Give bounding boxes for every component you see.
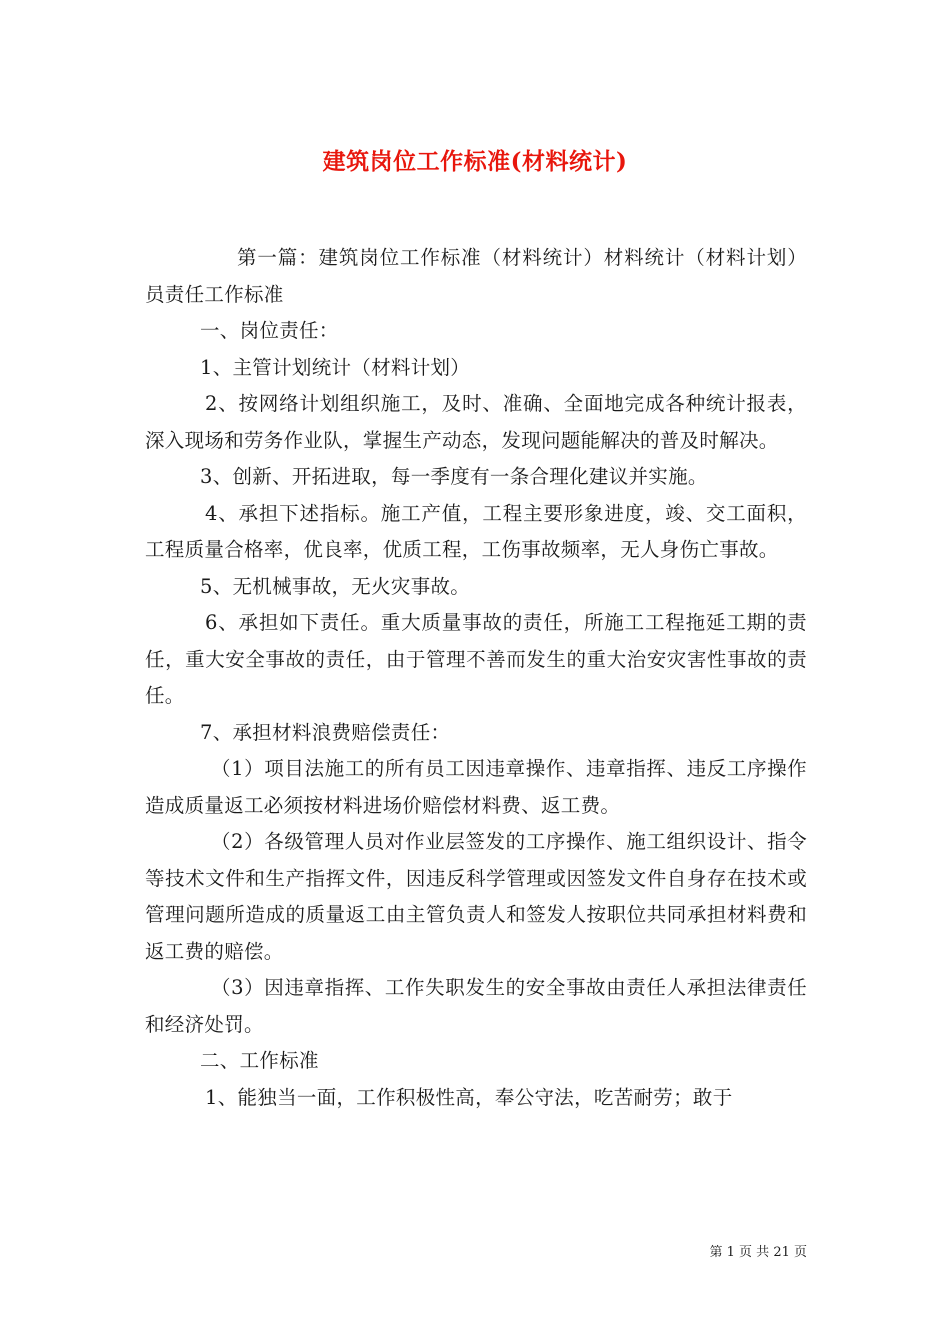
document-title: 建筑岗位工作标准(材料统计) (322, 148, 628, 176)
paragraph-subitem-1: （1）项目法施工的所有员工因违章操作、违章指挥、违反工序操作造成质量返工必须按材料进场价赔偿材料费、返工费。 (145, 757, 807, 817)
paragraph-item-6: 6、承担如下责任。重大质量事故的责任，所施工工程拖延工期的责任，重大安全事故的责任，由于管理不善而发生的重大治安灾害性事故的责任。 (145, 611, 807, 707)
paragraph-intro: 第一篇：建筑岗位工作标准（材料统计）材料统计（材料计划）员责任工作标准 (145, 246, 807, 306)
paragraph-item-4: 4、承担下述指标。施工产值，工程主要形象进度，竣、交工面积，工程质量合格率，优良率，优质工程，工伤事故频率，无人身伤亡事故。 (145, 501, 807, 561)
paragraph-item-3: 3、创新、开拓进取，每一季度有一条合理化建议并实施。 (200, 465, 708, 488)
section-heading-work-standard: 二、工作标准 (200, 1049, 319, 1072)
paragraph-item-5: 5、无机械事故，无火灾事故。 (200, 574, 471, 598)
page-indicator: 第 1 页 共 21 页 (709, 1245, 807, 1260)
section-heading-responsibility: 一、岗位责任： (200, 319, 339, 342)
paragraph-standard-1: 1、能独当一面，工作积极性高，奉公守法，吃苦耐劳；敢于 (205, 1085, 733, 1109)
paragraph-item-1: 1、主管计划统计（材料计划） (200, 355, 471, 379)
paragraph-item-2: 2、按网络计划组织施工，及时、准确、全面地完成各种统计报表，深入现场和劳务作业队，掌握生产动态，发现问题能解决的普及时解决。 (145, 392, 807, 452)
paragraph-subitem-2: （2）各级管理人员对作业层签发的工序操作、施工组织设计、指令等技术文件和生产指挥文件，因违反科学管理或因签发文件自身存在技术或管理问题所造成的质量返工由主管负责人和签发人按职位共同承担材料费和返工费的赔偿。 (145, 830, 807, 963)
paragraph-item-7: 7、承担材料浪费赔偿责任： (200, 720, 451, 744)
paragraph-subitem-3: （3）因违章指挥、工作失职发生的安全事故由责任人承担法律责任和经济处罚。 (145, 976, 807, 1036)
document-body (145, 240, 807, 1116)
